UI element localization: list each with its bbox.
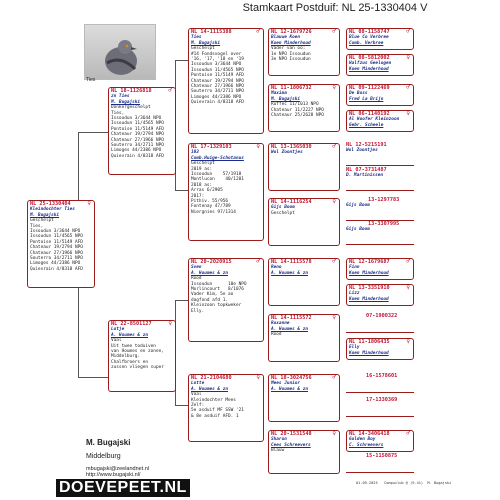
owner-name: Koen Minderhoud xyxy=(349,270,389,276)
ffm-card[interactable] xyxy=(268,84,340,132)
g4-card[interactable] xyxy=(346,258,414,280)
ring-number: NL 25-1330404 xyxy=(30,201,71,207)
ring-number: NL 11-1806435 xyxy=(349,339,390,345)
mmf-card[interactable] xyxy=(268,374,340,422)
info-line: van Houmes en zonen, xyxy=(111,349,164,355)
ring-number: 17-1330369 xyxy=(366,397,398,403)
ring-number: 13-1297783 xyxy=(368,197,400,203)
pigeon-name: Lizz xyxy=(349,291,360,297)
ring-number: 07-1900322 xyxy=(366,313,398,319)
info-line: Limoges 44/2386 NPO xyxy=(30,261,81,267)
info-line: Issoudun 3/3644 NPO xyxy=(30,229,81,235)
owner-name: Koen Minderhoud xyxy=(349,66,389,72)
pigeon-name: 103 xyxy=(191,150,199,156)
info-line: Quievrain 4/8318 AFD xyxy=(30,266,83,272)
owner-name: A. Houmes & zn xyxy=(191,386,229,392)
info-line: Issoudun 11/4565 NPO xyxy=(30,234,83,240)
info-line: Limoges 44/2386 NPO xyxy=(111,148,162,154)
info-line: Kleinzoon topkweker xyxy=(191,303,242,309)
connector xyxy=(175,60,188,131)
owner-name: M. Bugajski xyxy=(30,212,60,218)
ring-number: NL 18-3024756 xyxy=(271,375,312,381)
owner-name: C. Schreevers xyxy=(349,442,384,448)
pigeon-name: Gijs Boom xyxy=(346,203,370,209)
info-line: Chateaur 19/2794 NPO xyxy=(191,78,244,84)
owner-name: Comb. Verbree xyxy=(349,40,384,46)
owner-name: A. Houmes & zn xyxy=(271,270,309,276)
ring-number: NL 13-3351910 xyxy=(349,285,390,291)
info-line: Chateaur 27/1966 NPO xyxy=(191,84,244,90)
pigeon-name: Gijs Boom xyxy=(346,227,370,233)
info-line: Montlucon 40/1201 xyxy=(191,177,244,183)
info-line: Issoudun 11/4565 NPO xyxy=(191,67,244,73)
g4-entry[interactable] xyxy=(346,143,414,166)
ring-number: NL 06-1140192 xyxy=(349,111,390,117)
g4-card[interactable] xyxy=(346,430,414,452)
info-line: Souterro 34/2711 NPO xyxy=(30,256,83,262)
fmf-card[interactable] xyxy=(268,143,340,191)
pigeon-name: Golden Boy xyxy=(349,437,376,443)
info-line: Kleindochter Mees xyxy=(191,397,236,403)
info-line: Issoudun 3/3644 NPO xyxy=(191,62,242,68)
mff-card[interactable] xyxy=(268,258,340,306)
info-line: Donkergeschelpt xyxy=(111,105,151,111)
ring-number: NL 12-1679726 xyxy=(271,29,312,35)
info-line: Issoudun 57/1918 xyxy=(191,172,242,178)
info-line: Chateaur 25/2628 NPO xyxy=(271,113,324,119)
connector xyxy=(175,380,188,406)
ff-card[interactable] xyxy=(188,28,264,134)
g4-entry[interactable] xyxy=(346,454,414,473)
male-icon: ♂ xyxy=(406,84,410,91)
info-line: Pontoise 11/5149 AFD xyxy=(30,239,83,245)
ring-number: NL 18-1126818 xyxy=(111,88,152,94)
info-line: Chateaur 11/2227 NPO xyxy=(271,107,324,113)
info-line: Ruffec 11/1013 NPO xyxy=(271,102,319,108)
male-icon: ♂ xyxy=(256,28,260,35)
info-line: Chateaur 19/2794 NPO xyxy=(111,132,164,138)
female-icon: ♀ xyxy=(332,430,336,437)
info-line: Fontenay 47/789 xyxy=(191,204,231,210)
info-line: Rood xyxy=(191,276,202,282)
info-line: dagfond afd 1. xyxy=(191,297,229,303)
mother-card[interactable] xyxy=(108,320,176,392)
fm-card[interactable] xyxy=(188,143,264,241)
mm-card[interactable] xyxy=(188,374,264,442)
info-line: Quievrain 4/8318 AFD xyxy=(111,153,164,159)
breeder-email[interactable]: mbugajski@zeelandnet.nl xyxy=(86,466,150,472)
info-line: Chateaur 27/1966 NPO xyxy=(30,250,83,256)
ring-number: NL 14-1115572 xyxy=(271,315,312,321)
ring-number: NL 08-1158747 xyxy=(349,29,390,35)
info-line: Ties, xyxy=(30,223,44,229)
pigeon-name: Lotje xyxy=(111,327,125,333)
ring-number: NL 14-1115578 xyxy=(271,259,312,265)
ring-number: NL 11-1806732 xyxy=(271,85,312,91)
info-line: Elly. xyxy=(191,308,205,314)
info-line: 2017: xyxy=(191,193,205,199)
info-line: Morlincourt 8/1076 xyxy=(191,287,244,293)
info-line: #14 Fondsvogel over xyxy=(191,51,242,57)
ring-number: NL 13-1365030 xyxy=(271,144,312,150)
info-line: Zelf: xyxy=(191,403,205,409)
pigeon-name: zn Ties xyxy=(111,94,130,100)
pigeon-name: Lotte xyxy=(191,381,205,387)
mfm-card[interactable] xyxy=(268,314,340,362)
breeder-city: Middelburg xyxy=(86,453,121,460)
info-line: Arras 6/2905 xyxy=(191,188,223,194)
ring-number: 16-1578601 xyxy=(366,373,398,379)
ring-number: NL 09-1122469 xyxy=(349,85,390,91)
info-line: Limoges 44/2386 NPO xyxy=(191,94,242,100)
info-line: 2019 as: xyxy=(191,166,213,172)
pigeon-name: De Boss xyxy=(349,91,368,97)
pigeon-name: Sharon xyxy=(271,437,287,443)
info-line: Pithiv. 55/956 xyxy=(191,199,229,205)
ring-number: NL 17-1329103 xyxy=(191,144,232,150)
female-icon: ♀ xyxy=(168,320,172,327)
info-line: zussen vliegen super xyxy=(111,365,164,371)
male-icon: ♂ xyxy=(332,28,336,35)
male-icon: ♂ xyxy=(406,258,410,265)
info-line: Geschelpt xyxy=(30,218,54,224)
fmm-card[interactable] xyxy=(268,198,340,246)
male-icon: ♂ xyxy=(332,143,336,150)
owner-name: Koen Minderhoud xyxy=(271,40,311,46)
info-line: Chateaur 19/2794 NPO xyxy=(30,245,83,251)
info-line: Blauw xyxy=(271,448,285,454)
pigeon-name: Elly xyxy=(349,345,360,351)
ring-number: NL 22-8501127 xyxy=(111,321,152,327)
father-card[interactable] xyxy=(108,87,176,175)
pigeon-name: Al Hoofer Kleinzoon xyxy=(349,117,400,123)
ring-number: NL 20-1531548 xyxy=(271,431,312,437)
female-icon: ♀ xyxy=(406,54,410,61)
info-line: 1e NPO Issoudun xyxy=(271,51,311,57)
info-line: Pontoise 11/5149 AFD xyxy=(191,73,244,79)
breeder-name: M. Bugajski xyxy=(86,438,131,447)
site-logo: DOEVEPEET.NL xyxy=(56,479,190,497)
info-line: Souterro 34/2711 NPO xyxy=(111,143,164,149)
breeder-website[interactable]: http://www.bugajski.nl/ xyxy=(86,472,141,478)
g4-entry[interactable] xyxy=(346,374,414,393)
ring-number: 13-3307995 xyxy=(368,221,400,227)
info-line: Ties, xyxy=(111,110,125,116)
info-line: Vader Kim, 5e ao xyxy=(191,292,234,298)
footer-text: 01-09-2025 Compuclub @ (9.41) M. Bugajski xyxy=(356,481,452,485)
photo-caption: Ties xyxy=(86,77,96,83)
pigeon-name: Blauwe Koen xyxy=(271,35,301,41)
pigeon-name: Reno xyxy=(271,265,282,271)
g4-entry[interactable] xyxy=(346,168,414,191)
pigeon-name: Halfzus Geelogen xyxy=(349,61,392,67)
pigeon-name: Mees Junior xyxy=(271,381,301,387)
owner-name: Comb.Huige-Schotanus xyxy=(191,155,244,161)
g4-entry[interactable] xyxy=(346,222,414,245)
info-line: Geschelpt xyxy=(191,46,215,52)
pigeon-name: Finn xyxy=(349,265,360,271)
owner-name: Koen Minderhoud xyxy=(349,296,389,302)
info-line: Quievrain 4/8318 AFD xyxy=(191,100,244,106)
pigeon-name: Roxanne xyxy=(271,321,290,327)
owner-name: M. Bugajski xyxy=(111,99,141,105)
pigeon-name: Wol Zoontjes xyxy=(346,148,378,154)
owner-name: Cees Schreevers xyxy=(271,442,311,448)
owner-name: A. Houmes & zn xyxy=(111,332,149,338)
connector xyxy=(175,130,188,191)
info-line: Chateaur 27/1966 NPO xyxy=(111,137,164,143)
female-icon: ♀ xyxy=(256,374,260,381)
ring-number: NL 07-3731487 xyxy=(346,167,387,173)
info-line: Issoudun 11/4565 NPO xyxy=(111,121,164,127)
ring-number: 15-1150875 xyxy=(366,453,398,459)
info-line: 2018 as: xyxy=(191,182,213,188)
info-line: & 8e asduif AFD. 1 xyxy=(191,413,239,419)
ring-number: NL 14-3406418 xyxy=(349,431,390,437)
male-icon: ♂ xyxy=(332,258,336,265)
info-line: 3e NPO Issoudun xyxy=(271,57,311,63)
owner-name: A. Houmes & zn xyxy=(191,270,229,276)
info-line: Issoudun 3/3644 NPO xyxy=(111,116,162,122)
ring-number: NL 21-2104680 xyxy=(191,375,232,381)
info-line: Vaal xyxy=(191,392,202,398)
ring-number: NL 12-1679687 xyxy=(349,259,390,265)
g4-entry[interactable] xyxy=(346,198,414,221)
pigeon-name: Blue Co Verbree xyxy=(349,35,389,41)
female-icon: ♀ xyxy=(87,200,91,207)
g4-entry[interactable] xyxy=(346,398,414,417)
g4-card[interactable] xyxy=(346,54,414,76)
pigeon-name: Gijs Boom xyxy=(271,205,295,211)
g4-card[interactable] xyxy=(346,84,414,106)
male-icon: ♂ xyxy=(406,28,410,35)
info-line: Pontoise 11/5149 AFD xyxy=(111,126,164,132)
g4-card[interactable] xyxy=(346,110,414,132)
info-line: Uit twee toduiven xyxy=(111,343,156,349)
g4-card[interactable] xyxy=(346,28,414,50)
ring-number: NL 12-5215191 xyxy=(346,142,387,148)
pigeon-name: Maxima xyxy=(271,91,287,97)
owner-name: M. Bugajski xyxy=(191,40,221,46)
pigeon-name: Ties xyxy=(191,35,202,41)
info-line: Vaal xyxy=(111,338,122,344)
g4-card[interactable] xyxy=(346,284,414,306)
info-line: Geschelpt xyxy=(191,161,215,167)
female-icon: ♀ xyxy=(332,84,336,91)
info-line: Chalfbroers en xyxy=(111,359,149,365)
pigeon-photo xyxy=(84,24,156,80)
fff-card[interactable] xyxy=(268,28,340,76)
owner-name: A. Houmes & zn xyxy=(271,386,309,392)
ring-number: NL 20-2020915 xyxy=(191,259,232,265)
owner-name: Fred La Brijn xyxy=(349,96,384,102)
male-icon: ♂ xyxy=(406,430,410,437)
info-line: Vader van oo: xyxy=(271,46,306,52)
pigeon-name: D. Martinissen xyxy=(346,173,384,179)
subject-card[interactable] xyxy=(27,200,95,288)
info-line: '16, '17, '18 en '19 xyxy=(191,57,244,63)
mmm-card[interactable] xyxy=(268,430,340,474)
female-icon: ♀ xyxy=(332,314,336,321)
info-line: Niergnies 97/1314 xyxy=(191,209,236,215)
female-icon: ♀ xyxy=(406,284,410,291)
female-icon: ♀ xyxy=(256,143,260,150)
ring-number: NL 14-1115388 xyxy=(191,29,232,35)
ring-number: NL 08-5812002 xyxy=(349,55,390,61)
female-icon: ♀ xyxy=(406,110,410,117)
owner-name: M. Bugajski xyxy=(271,96,301,102)
g4-card[interactable] xyxy=(346,338,414,360)
ring-number: NL 14-1116254 xyxy=(271,199,312,205)
pigeon-name: Sven xyxy=(191,265,202,271)
female-icon: ♀ xyxy=(406,338,410,345)
owner-name: A. Houmes & zn xyxy=(271,326,309,332)
info-line: Middelburg. xyxy=(111,354,141,360)
info-line: Rood xyxy=(271,332,282,338)
owner-name: Gebr. Scheele xyxy=(349,122,384,128)
g4-entry[interactable] xyxy=(346,314,414,333)
pigeon-name: Kleindochter Ties xyxy=(30,207,75,213)
mf-card[interactable] xyxy=(188,258,264,342)
info-line: Issoudun 10e NPO xyxy=(191,281,247,287)
owner-name: Koen Minderhoud xyxy=(349,350,389,356)
male-icon: ♂ xyxy=(332,374,336,381)
male-icon: ♂ xyxy=(168,87,172,94)
info-line: 5e asduif MF SSW '21 xyxy=(191,408,244,414)
page-title: Stamkaart Postduif: NL 25-1330404 V xyxy=(242,2,428,14)
male-icon: ♂ xyxy=(256,258,260,265)
info-line: Geschelpt xyxy=(271,210,295,216)
female-icon: ♀ xyxy=(332,198,336,205)
breeder-info xyxy=(86,438,149,478)
connector xyxy=(175,300,188,381)
info-line: Souterro 34/2711 NPO xyxy=(191,89,244,95)
pigeon-name: Wol Zoontjes xyxy=(271,150,303,156)
